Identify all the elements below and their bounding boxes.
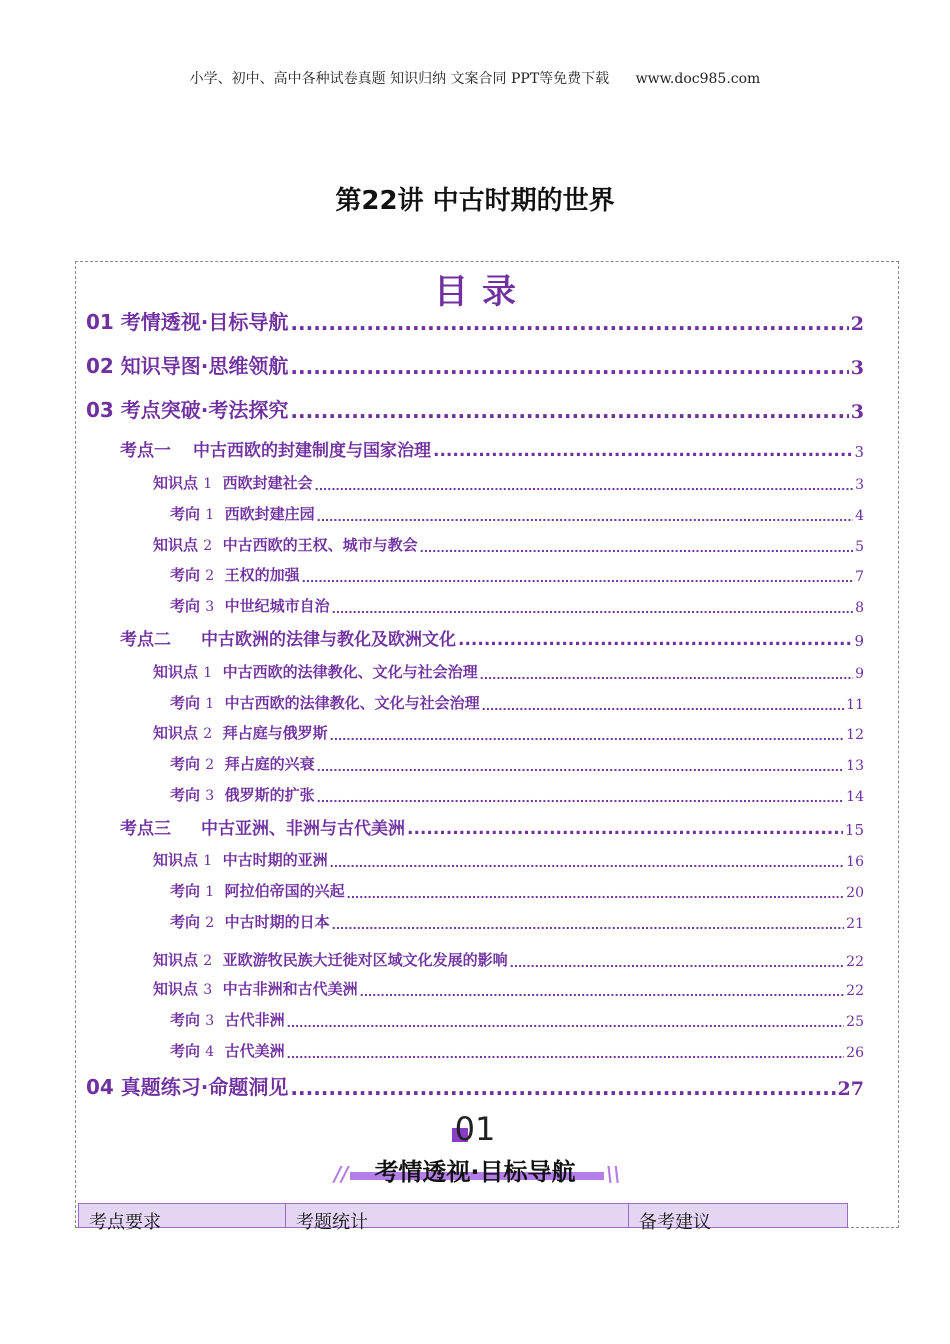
toc-item-page: 25	[846, 1014, 864, 1030]
toc-item-page: 22	[846, 983, 864, 999]
toc-kaoxiang[interactable]	[170, 691, 864, 713]
toc-item-number: 1	[203, 853, 213, 869]
toc-item-label: 王权的加强	[224, 566, 300, 584]
toc-kaodian-3[interactable]	[120, 815, 864, 839]
toc-item-label: 拜占庭与俄罗斯	[222, 724, 328, 742]
toc-item-prefix: 知识点	[153, 980, 199, 998]
toc-item-page: 9	[854, 632, 864, 650]
toc-item-01[interactable]	[86, 305, 864, 335]
toc-item-label: 中古时期的亚洲	[222, 851, 328, 869]
toc-item-03[interactable]	[86, 393, 864, 423]
toc-item-prefix: 考向	[170, 786, 201, 804]
toc-item-number: 2	[203, 953, 213, 969]
left-slash-decoration: //	[334, 1162, 349, 1186]
table-header-cell: 考题统计	[286, 1204, 629, 1227]
toc-item-label: 中世纪城市自治	[224, 597, 330, 615]
toc-item-page: 3	[850, 357, 864, 379]
toc-item-number: 3	[205, 788, 215, 804]
toc-item-page: 15	[844, 821, 864, 839]
toc-item-label: 亚欧游牧民族大迁徙对区域文化发展的影响	[222, 951, 508, 969]
toc-item-page: 12	[846, 727, 864, 743]
toc-item-label: 俄罗斯的扩张	[224, 786, 315, 804]
toc-item-number: 2	[205, 915, 215, 931]
toc-zhishidian[interactable]	[153, 721, 864, 743]
toc-item-number: 1	[205, 884, 215, 900]
toc-item-number: 3	[205, 599, 215, 615]
toc-item-label: 古代非洲	[224, 1011, 285, 1029]
toc-item-label: 04 真题练习·命题洞见	[86, 1075, 289, 1099]
toc-item-number: 1	[205, 696, 215, 712]
toc-item-prefix: 考点一	[120, 441, 171, 461]
toc-kaoxiang[interactable]	[170, 563, 864, 585]
toc-item-prefix: 知识点	[153, 951, 199, 969]
toc-kaoxiang[interactable]	[170, 1008, 864, 1030]
toc-item-page: 21	[846, 916, 864, 932]
toc-item-page: 3	[850, 401, 864, 423]
toc-kaoxiang[interactable]	[170, 594, 864, 616]
toc-item-prefix: 考向	[170, 566, 201, 584]
page-header	[0, 68, 950, 88]
toc-item-number: 4	[205, 1044, 215, 1060]
section-title: 考情透视·目标导航	[374, 1158, 576, 1186]
toc-zhishidian[interactable]	[153, 977, 864, 999]
toc-item-label: 中古非洲和古代美洲	[222, 980, 358, 998]
toc-zhishidian[interactable]	[153, 533, 864, 555]
toc-kaoxiang[interactable]	[170, 752, 864, 774]
toc-item-prefix: 考点二	[120, 630, 171, 650]
toc-item-page: 8	[855, 600, 864, 616]
toc-item-page: 4	[855, 508, 864, 524]
toc-item-number: 1	[205, 507, 215, 523]
toc-zhishidian[interactable]	[153, 948, 864, 970]
toc-item-label: 西欧封建社会	[222, 474, 313, 492]
toc-item-label: 中古西欧的封建制度与国家治理	[193, 441, 431, 461]
toc-item-page: 20	[846, 885, 864, 901]
toc-item-page: 13	[846, 758, 864, 774]
toc-item-label: 拜占庭的兴衰	[224, 755, 315, 773]
table-header-cell: 备考建议	[639, 1212, 711, 1233]
toc-kaoxiang[interactable]	[170, 1039, 864, 1061]
toc-item-number: 1	[203, 476, 213, 492]
toc-item-page: 3	[854, 443, 864, 461]
toc-item-label: 03 考点突破·考法探究	[86, 398, 289, 422]
toc-item-number: 3	[203, 982, 213, 998]
toc-item-page: 5	[855, 539, 864, 555]
toc-item-prefix: 考向	[170, 1011, 201, 1029]
toc-item-number: 2	[203, 538, 213, 554]
toc-item-label: 西欧封建庄园	[224, 505, 315, 523]
table-header-cell: 考点要求	[79, 1204, 286, 1227]
toc-item-label: 中古西欧的法律教化、文化与社会治理	[224, 694, 480, 712]
toc-item-prefix: 考向	[170, 597, 201, 615]
toc-item-label: 中古欧洲的法律与教化及欧洲文化	[201, 630, 456, 650]
toc-item-number: 2	[205, 757, 215, 773]
toc-item-label: 中古西欧的法律教化、文化与社会治理	[222, 663, 478, 681]
toc-item-page: 14	[846, 789, 864, 805]
toc-item-label: 02 知识导图·思维领航	[86, 354, 289, 378]
toc-item-number: 2	[205, 568, 215, 584]
toc-kaoxiang[interactable]	[170, 502, 864, 524]
toc-item-page: 27	[837, 1078, 864, 1100]
toc-kaodian-1[interactable]	[120, 437, 864, 461]
toc-item-02[interactable]	[86, 349, 864, 379]
toc-kaoxiang[interactable]	[170, 879, 864, 901]
toc-item-page: 2	[850, 313, 864, 335]
toc-item-label: 01 考情透视·目标导航	[86, 310, 289, 334]
document-title: 第22讲 中古时期的世界	[335, 186, 615, 216]
toc-item-prefix: 考点三	[120, 819, 171, 839]
toc-item-prefix: 知识点	[153, 851, 199, 869]
toc-item-prefix: 知识点	[153, 663, 199, 681]
toc-zhishidian[interactable]	[153, 848, 864, 870]
toc-item-number: 2	[203, 726, 213, 742]
toc-item-label: 古代美洲	[224, 1042, 285, 1060]
section-number: 01	[454, 1110, 496, 1148]
toc-item-prefix: 考向	[170, 1042, 201, 1060]
toc-item-number: 3	[205, 1013, 215, 1029]
toc-item-label: 中古西欧的王权、城市与教会	[222, 536, 418, 554]
toc-heading: 目录	[434, 272, 530, 312]
toc-item-number: 1	[203, 665, 213, 681]
toc-kaoxiang[interactable]	[170, 783, 864, 805]
toc-kaoxiang[interactable]	[170, 910, 864, 932]
toc-item-prefix: 知识点	[153, 724, 199, 742]
toc-item-prefix: 知识点	[153, 536, 199, 554]
toc-item-page: 26	[846, 1045, 864, 1061]
toc-item-label: 中古亚洲、非洲与古代美洲	[201, 819, 405, 839]
toc-item-04[interactable]	[86, 1070, 864, 1100]
toc-item-label: 中古时期的日本	[224, 913, 330, 931]
exam-table-header	[78, 1203, 848, 1233]
toc-item-page: 11	[846, 697, 864, 713]
toc-item-prefix: 考向	[170, 882, 201, 900]
toc-item-prefix: 考向	[170, 913, 201, 931]
toc-zhishidian[interactable]	[153, 660, 864, 682]
toc-item-prefix: 考向	[170, 505, 201, 523]
toc-item-prefix: 考向	[170, 694, 201, 712]
toc-item-prefix: 知识点	[153, 474, 199, 492]
header-url[interactable]: www.doc985.com	[635, 71, 761, 87]
toc-item-page: 22	[846, 954, 864, 970]
toc-item-prefix: 考向	[170, 755, 201, 773]
toc-item-page: 7	[855, 569, 864, 585]
toc-item-page: 9	[855, 666, 864, 682]
toc-item-page: 3	[855, 477, 864, 493]
toc-zhishidian[interactable]	[153, 471, 864, 493]
toc-item-label: 阿拉伯帝国的兴起	[224, 882, 345, 900]
toc-item-page: 16	[846, 854, 864, 870]
header-text: 小学、初中、高中各种试卷真题 知识归纳 文案合同 PPT等免费下载	[189, 71, 610, 87]
right-slash-decoration: \\	[606, 1162, 621, 1186]
toc-kaodian-2[interactable]	[120, 626, 864, 650]
